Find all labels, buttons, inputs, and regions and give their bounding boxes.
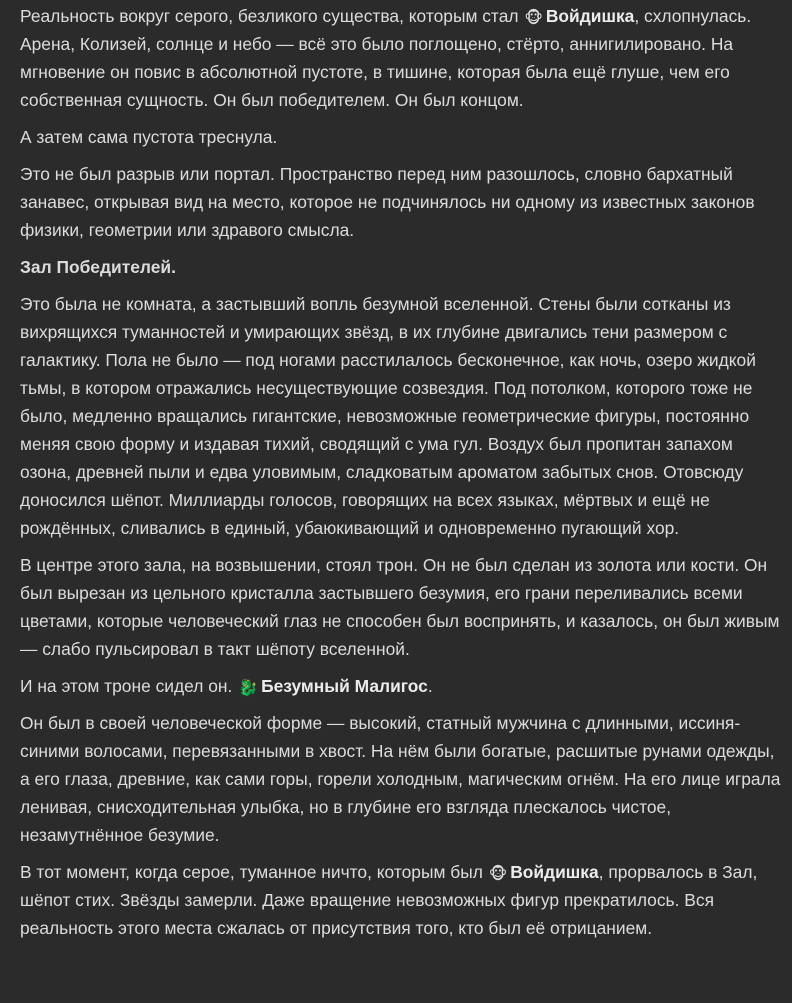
paragraph-hall-description: Это была не комната, а застывший вопль безумной вселенной. Стены были сотканы из вихрящихся туманностей и умирающих звёзд, в их глубине двигались тени размером с галактику. Пола не было — под ногами расстилалось бесконечное, как ночь, озеро жидкой тьмы, в котором отражались несуществующие созвездия. Под потолком, которого тоже не было, медленно вращались гигантские, невозможные геометрические фигуры, постоянно меняя свою форму и издавая тихий, сводящий с ума гул. Воздух был пропитан запахом озона, древней пыли и едва уловимым, сладковатым ароматом забытых снов. Отовсюду доносился шёпот. Миллиарды голосов, говорящих на всех языках, мёртвых и ещё не рождённых, сливались в единый, убаюкивающий и одновременно пугающий хор. — [20, 294, 756, 538]
dragon-emoji-icon: 🐉 — [238, 680, 259, 697]
paragraph-text: И на этом троне сидел он. — [20, 676, 233, 696]
paragraph-reality-collapse — [20, 2, 782, 114]
paragraph-void-cracked: А затем сама пустота треснула. — [20, 127, 278, 147]
paragraph-malygos-appearance: Он был в своей человеческой форме — высокий, статный мужчина с длинными, иссиня-синими волосами, перевязанными в хвост. На нём были богатые, расшитые рунами одежды, а его глаза, древние, как сами горы, горели холодным, магическим огнём. На его лице играла ленивая, снисходительная улыбка, но в глубине его взгляда плескалось чистое, незамутнённое безумие. — [20, 713, 781, 845]
section-heading-hall-of-victors: Зал Победителей. — [20, 257, 176, 277]
paragraph-throne: В центре этого зала, на возвышении, стоял трон. Он не был сделан из золота или кости. Он был вырезан из цельного кристалла застывшего безумия, его грани переливались всеми цветами, которые человеческий глаз не способен был воспринять, и казалось, он был живым — слабо пульсировал в такт шёпоту вселенной. — [20, 555, 780, 659]
paragraph-voidling-arrives — [20, 858, 782, 942]
paragraph-text: , прорвалось в Зал, шёпот стих. Звёзды замерли. Даже вращение невозможных фигур прекратилось. Вся реальность этого места сжалась от присутствия того, кто был её отрицанием. — [20, 862, 758, 938]
paragraph-text: , схлопнулась. Арена, Колизей, солнце и небо — всё это было поглощено, стёрто, аннигилировано. На мгновение он повис в абсолютной пустоте, в тишине, которая была ещё глуше, чем его собственная сущность. Он был победителем. Он был концом. — [20, 6, 752, 110]
character-name-voidling: Войдишка — [545, 6, 635, 26]
paragraph-text: В тот момент, когда серое, туманное ничто, которым был — [20, 862, 483, 882]
paragraph-throne-occupant — [20, 672, 782, 700]
monkey-emoji-icon: 🐵 — [488, 866, 508, 883]
paragraph-space-parted: Это не был разрыв или портал. Пространство перед ним разошлось, словно бархатный занавес, открывая вид на место, которое не подчинялось ни одному из известных законов физики, геометрии или здравого смысла. — [20, 164, 755, 240]
monkey-emoji-icon: 🐵 — [524, 10, 543, 27]
paragraph-text: . — [427, 676, 433, 696]
paragraph-text: Реальность вокруг серого, безликого существа, которым стал — [20, 6, 519, 26]
character-name-voidling: Войдишка — [510, 862, 599, 882]
character-name-malygos: Безумный Малигос — [261, 676, 428, 696]
